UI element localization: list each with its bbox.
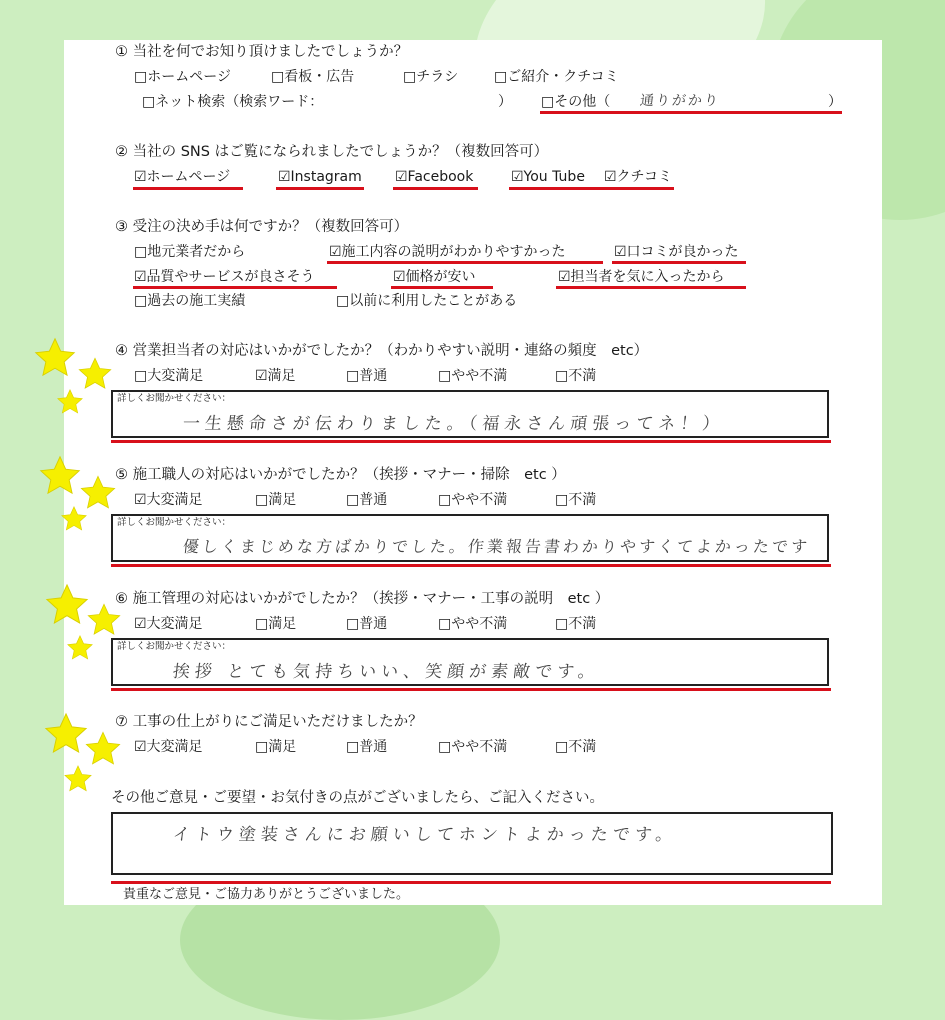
q3-option-quality[interactable]: ☑品質やサービスが良さそう	[134, 269, 315, 285]
q3-option-reviews[interactable]: ☑口コミが良かった	[614, 244, 739, 260]
underline	[133, 286, 337, 289]
q5-comment-text: 優しくまじめな方ばかりでした。作業報告書わかりやすくてよかったです	[181, 537, 811, 556]
q5-title: ⑤ 施工職人の対応はいかがでしたか？（挨拶・マナー・掃除 etc ）	[115, 467, 566, 483]
q3-option-staff[interactable]: ☑担当者を気に入ったから	[558, 269, 725, 285]
q5-option-very-satisfied[interactable]: ☑大変満足	[134, 492, 203, 508]
underline	[111, 881, 831, 884]
q6-option-satisfied[interactable]: □満足	[255, 616, 297, 632]
q2-option-facebook[interactable]: ☑Facebook	[395, 169, 474, 185]
q5-option-somewhat-unsatisfied[interactable]: □やや不満	[438, 492, 508, 508]
q5-option-satisfied[interactable]: □満足	[255, 492, 297, 508]
q2-option-instagram[interactable]: ☑Instagram	[278, 169, 362, 185]
q4-comment-box[interactable]	[111, 390, 829, 438]
q1-net-search-close: ）	[498, 94, 512, 110]
q4-option-normal[interactable]: □普通	[346, 368, 388, 384]
q5-option-normal[interactable]: □普通	[346, 492, 388, 508]
underline	[612, 261, 746, 264]
star-icon	[84, 730, 122, 768]
underline	[276, 187, 364, 190]
other-comment-box[interactable]	[111, 812, 833, 875]
q1-option-flyer[interactable]: □チラシ	[403, 69, 459, 85]
q3-title: ③ 受注の決め手は何ですか？（複数回答可）	[115, 219, 409, 235]
q4-title: ④ 営業担当者の対応はいかがでしたか？（わかりやすい説明・連絡の頻度 etc）	[115, 343, 649, 359]
q6-comment-box[interactable]	[111, 638, 829, 686]
underline	[540, 111, 842, 114]
q4-option-somewhat-unsatisfied[interactable]: □やや不満	[438, 368, 508, 384]
q7-option-satisfied[interactable]: □満足	[255, 739, 297, 755]
star-icon	[44, 582, 90, 628]
star-icon	[66, 634, 94, 662]
q5-comment-label: 詳しくお聞かせください：	[117, 517, 232, 528]
q2-option-youtube[interactable]: ☑You Tube	[511, 169, 585, 185]
underline	[327, 261, 603, 264]
q7-option-normal[interactable]: □普通	[346, 739, 388, 755]
star-icon	[77, 356, 113, 392]
q4-option-satisfied[interactable]: ☑満足	[255, 368, 296, 384]
underline	[111, 440, 831, 443]
q6-title: ⑥ 施工管理の対応はいかがでしたか？（挨拶・マナー・工事の説明 etc ）	[115, 591, 610, 607]
q6-option-unsatisfied[interactable]: □不満	[555, 616, 597, 632]
q6-option-normal[interactable]: □普通	[346, 616, 388, 632]
q7-title: ⑦ 工事の仕上がりにご満足いただけましたか？	[115, 714, 423, 730]
q2-title: ② 当社の SNS はご覧になられましたでしょうか？（複数回答可）	[115, 144, 549, 160]
star-icon	[86, 602, 122, 638]
underline	[393, 187, 478, 190]
q3-option-track-record[interactable]: □過去の施工実績	[134, 293, 246, 309]
other-comment-text: イトウ塗装さんにお願いしてホントよかったです。	[171, 825, 679, 845]
underline	[111, 564, 831, 567]
q4-comment-label: 詳しくお聞かせください：	[117, 393, 232, 404]
q4-comment-text: 一生懸命さが伝わりました。（福永さん頑張ってネ！）	[181, 414, 726, 434]
q3-option-explanation[interactable]: ☑施工内容の説明がわかりやすかった	[329, 244, 566, 260]
q1-title: ① 当社を何でお知り頂けましたでしょうか？	[115, 44, 409, 60]
q6-comment-label: 詳しくお聞かせください：	[117, 641, 232, 652]
q1-option-other[interactable]: □その他（	[541, 94, 611, 110]
q7-option-unsatisfied[interactable]: □不満	[555, 739, 597, 755]
q1-option-net-search[interactable]: □ネット検索（検索ワード：	[142, 94, 324, 110]
q3-option-repeat[interactable]: □以前に利用したことがある	[336, 293, 518, 309]
star-icon	[63, 764, 93, 794]
q2-option-homepage[interactable]: ☑ホームページ	[134, 169, 231, 185]
q1-option-homepage[interactable]: □ホームページ	[134, 69, 231, 85]
underline	[556, 286, 746, 289]
other-comments-title: その他ご意見・ご要望・お気付きの点がございましたら、ご記入ください。	[111, 790, 604, 806]
q7-option-somewhat-unsatisfied[interactable]: □やや不満	[438, 739, 508, 755]
underline	[391, 286, 493, 289]
q1-other-answer: 通りがかり	[639, 93, 721, 109]
q7-option-very-satisfied[interactable]: ☑大変満足	[134, 739, 203, 755]
q3-option-local[interactable]: □地元業者だから	[134, 244, 246, 260]
q6-comment-text: 挨拶 とても気持ちいい、笑顔が素敵です。	[171, 662, 601, 682]
star-icon	[38, 454, 82, 498]
q4-option-unsatisfied[interactable]: □不満	[555, 368, 597, 384]
star-icon	[33, 336, 77, 380]
q4-option-very-satisfied[interactable]: □大変満足	[134, 368, 204, 384]
star-icon	[43, 711, 89, 757]
q5-option-unsatisfied[interactable]: □不満	[555, 492, 597, 508]
underline	[133, 187, 243, 190]
star-icon	[56, 388, 84, 416]
q1-option-signboard[interactable]: □看板・広告	[271, 69, 355, 85]
underline	[509, 187, 674, 190]
underline	[111, 688, 831, 691]
q6-option-somewhat-unsatisfied[interactable]: □やや不満	[438, 616, 508, 632]
q6-option-very-satisfied[interactable]: ☑大変満足	[134, 616, 203, 632]
q1-option-referral[interactable]: □ご紹介・クチコミ	[494, 69, 619, 85]
q2-option-kuchikomi[interactable]: ☑クチコミ	[604, 169, 672, 185]
q5-comment-box[interactable]	[111, 514, 829, 562]
footer-thanks: 貴重なご意見・ご協力ありがとうございました。	[123, 887, 410, 902]
star-icon	[60, 505, 88, 533]
q3-option-price[interactable]: ☑価格が安い	[393, 269, 476, 285]
q1-other-close: ）	[828, 94, 842, 110]
